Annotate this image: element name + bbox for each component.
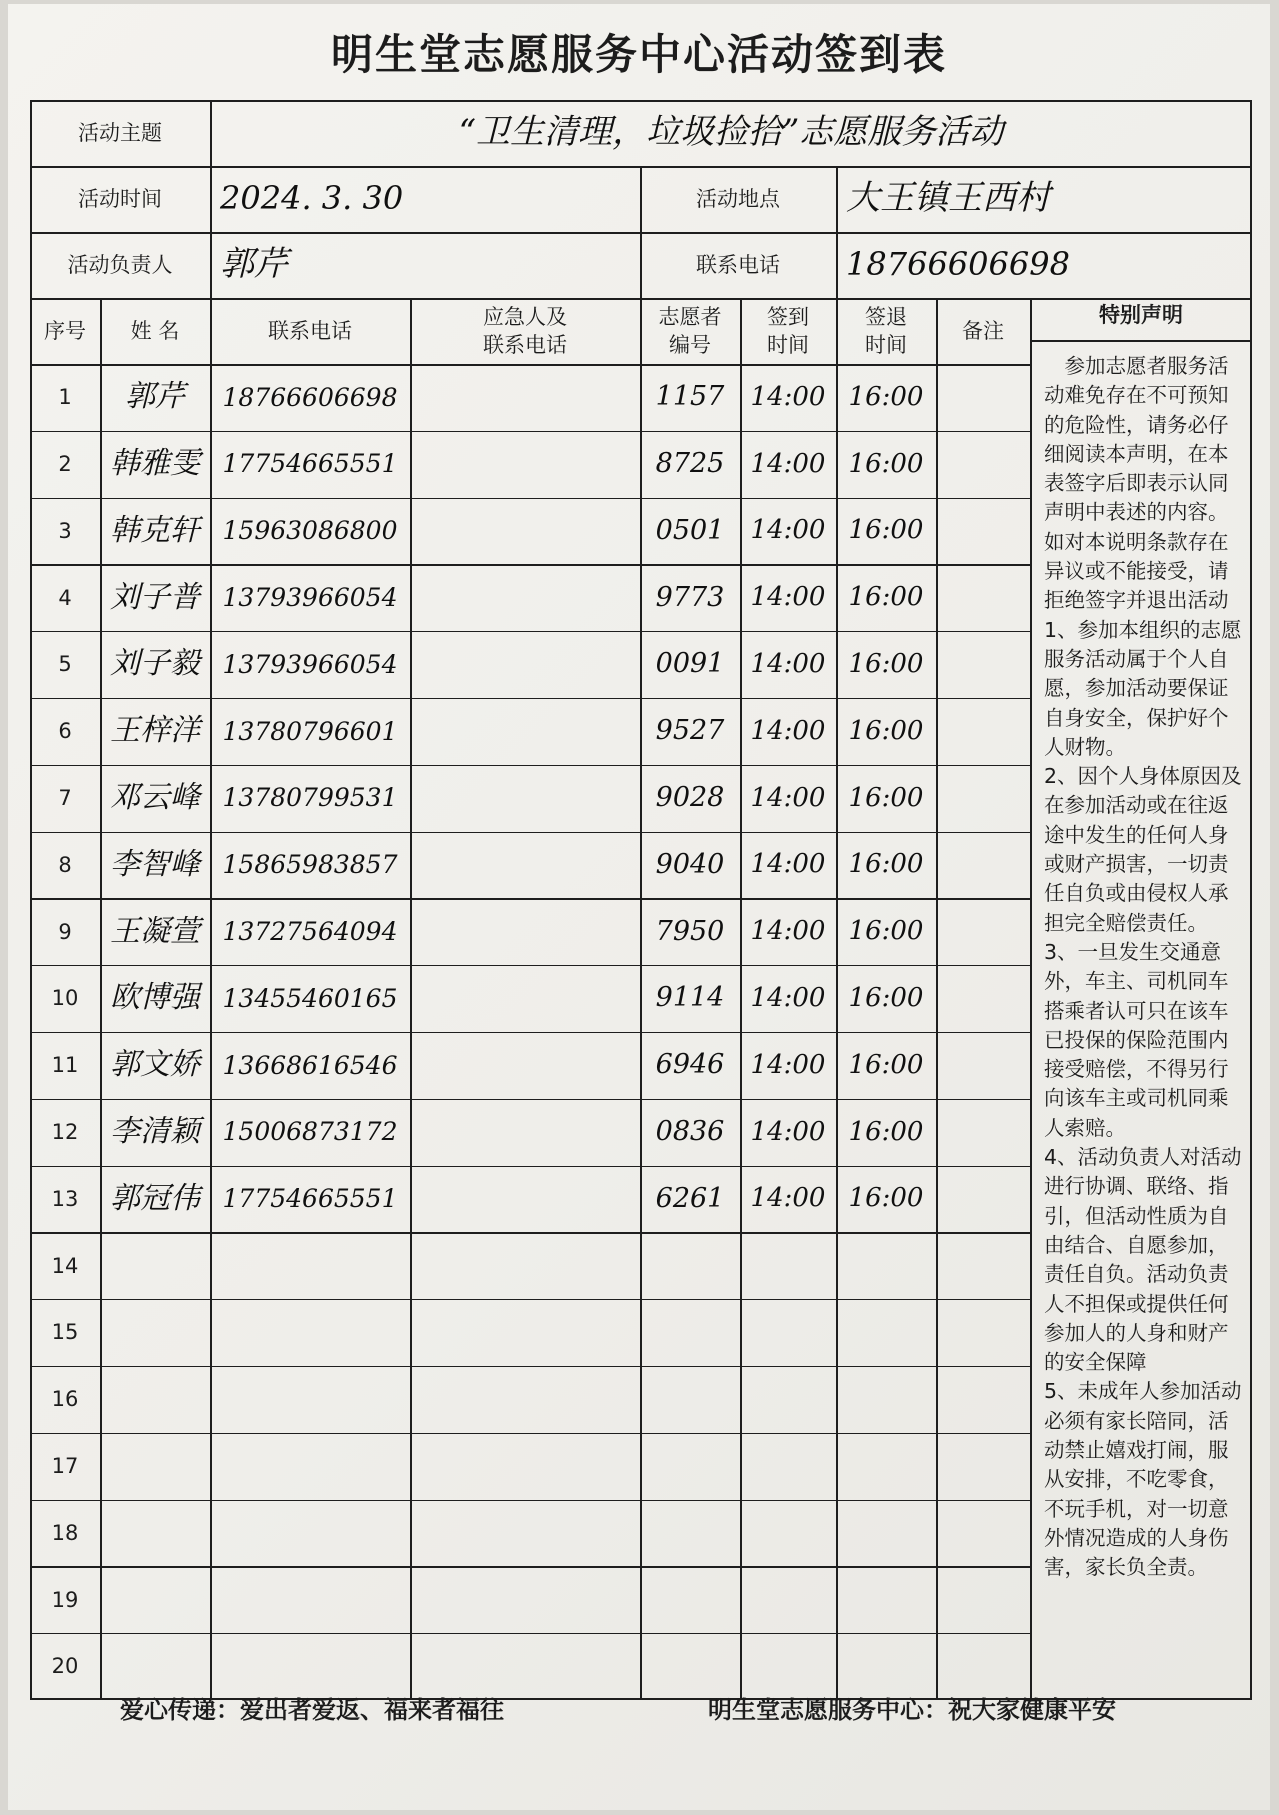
row-number: 14 [51,1253,79,1278]
table-rule [30,1366,1030,1367]
row-number: 7 [58,786,72,811]
checkout-time: 16:00 [848,582,924,613]
table-rule [30,1566,1030,1567]
volunteer-phone: 15006873172 [222,1117,398,1147]
volunteer-name: 王凝萱 [110,913,200,949]
table-rule [30,765,1030,766]
volunteer-id: 9114 [655,982,725,1014]
table-rule [30,631,1030,632]
checkin-time: 14:00 [750,1116,826,1147]
volunteer-id [640,1232,740,1299]
table-rule [30,1032,1030,1033]
col-notice-header: 特别声明 [1099,302,1183,327]
col-checkout-header: 签退 时间 [865,304,907,357]
row-number: 2 [58,452,72,477]
volunteer-name: 欧博强 [110,980,200,1016]
volunteer-phone: 13780796601 [222,716,398,746]
volunteer-name: 韩雅雯 [110,445,200,481]
volunteer-id: 0836 [655,1115,725,1147]
leader-value: 郭芹 [220,244,288,285]
volunteer-id: 8725 [655,447,725,479]
table-rule [30,1299,1030,1300]
leader-phone-label: 联系电话 [696,252,780,277]
volunteer-id: 6946 [655,1049,725,1081]
table-rule [836,298,838,1700]
volunteer-id: 9527 [655,715,725,747]
table-rule [1030,298,1032,1700]
row-number: 1 [58,385,72,410]
checkout-time: 16:00 [848,715,924,746]
checkout-time: 16:00 [848,448,924,479]
notice-clause: 3、一旦发生交通意外，车主、司机同车搭乘者认可只在该车已投保的保险范围内接受赔偿，不得另行向该车主或司机同乘人索赔。 [1044,939,1229,1140]
volunteer-name: 李智峰 [110,846,200,882]
notice-clause: 2、因个人身体原因及在参加活动或在往返途中发生的任何人身或财产损害，一切责任自负或由侵权人承担完全赔偿责任。 [1044,764,1242,935]
row-number: 17 [51,1454,79,1479]
checkin-time [740,1299,836,1366]
volunteer-name: 郭冠伟 [110,1180,200,1216]
checkout-time: 16:00 [848,1116,924,1147]
checkout-time: 16:00 [848,381,924,412]
leader-phone-value: 18766606698 [846,245,1070,284]
row-number: 8 [58,852,72,877]
row-number: 4 [58,585,72,610]
checkin-time: 14:00 [750,515,826,546]
checkin-time: 14:00 [750,916,826,947]
checkin-time [740,1232,836,1299]
volunteer-phone: 15963086800 [222,516,398,546]
col-emergency-header: 应急人及 联系电话 [483,304,567,357]
col-no-header: 序号 [44,318,86,343]
volunteer-id: 9773 [655,581,725,613]
row-number: 6 [58,719,72,744]
table-rule [30,100,1252,102]
notice-clause: 4、活动负责人对活动进行协调、联络、指引，但活动性质为自由结合、自愿参加，责任自负。活动负责人不担保或提供任何参加人的人身和财产的安全保障 [1044,1145,1242,1375]
volunteer-phone: 13727564094 [222,916,398,946]
checkin-time [740,1433,836,1500]
checkin-time: 14:00 [750,849,826,880]
notice-clause: 5、未成年人参加活动必须有家长陪同，活动禁止嬉戏打闹，服从安排，不吃零食，不玩手机，对一切意外情况造成的人身伤害，家长负全责。 [1044,1379,1242,1580]
table-rule [30,1433,1030,1434]
row-number: 3 [58,518,72,543]
volunteer-phone: 17754665551 [222,1184,398,1214]
volunteer-id: 6261 [655,1182,725,1214]
volunteer-name [100,1500,210,1567]
volunteer-name: 刘子普 [110,579,200,615]
volunteer-id: 0501 [655,514,725,546]
checkin-time [740,1566,836,1633]
table-rule [100,298,102,1700]
volunteer-phone: 15865983857 [222,850,398,880]
row-number: 20 [51,1654,79,1679]
volunteer-phone: 13780799531 [222,783,398,813]
volunteer-phone: 18766606698 [222,382,398,412]
checkin-time: 14:00 [750,1183,826,1214]
volunteer-name [100,1366,210,1433]
checkout-time: 16:00 [848,782,924,813]
place-value: 大王镇王西村 [846,178,1050,219]
table-rule [640,166,642,298]
checkin-time: 14:00 [750,1049,826,1080]
volunteer-name: 韩克轩 [110,512,200,548]
row-number: 10 [51,986,79,1011]
volunteer-phone [210,1566,410,1633]
volunteer-id [640,1433,740,1500]
volunteer-id: 1157 [655,381,725,413]
theme-label: 活动主题 [78,120,162,145]
row-number: 12 [51,1120,79,1145]
row-number: 16 [51,1387,79,1412]
table-rule [30,1232,1030,1233]
footer-left: 爱心传递：爱出者爱返、福来者福往 [120,1696,504,1724]
checkin-time: 14:00 [750,983,826,1014]
time-label: 活动时间 [78,186,162,211]
table-rule [30,698,1030,699]
row-number: 9 [58,919,72,944]
table-rule [836,166,838,298]
volunteer-id: 9040 [655,848,725,880]
volunteer-name [100,1566,210,1633]
checkin-time: 14:00 [750,782,826,813]
volunteer-id: 0091 [655,648,725,680]
place-label: 活动地点 [696,186,780,211]
volunteer-id [640,1566,740,1633]
sign-in-sheet-paper [8,4,1270,1810]
row-number: 5 [58,652,72,677]
col-checkin-header: 签到 时间 [767,304,809,357]
col-remark-header: 备注 [962,318,1004,343]
footer-right: 明生堂志愿服务中心：祝大家健康平安 [708,1696,1116,1724]
table-rule [30,364,1030,366]
table-rule [30,965,1030,966]
volunteer-phone [210,1500,410,1567]
checkin-time: 14:00 [750,448,826,479]
table-rule [30,832,1030,833]
checkout-time: 16:00 [848,849,924,880]
row-number: 19 [51,1587,79,1612]
volunteer-name: 郭文娇 [110,1047,200,1083]
col-volunteer-id-header: 志愿者 编号 [658,304,722,357]
volunteer-name: 郭芹 [125,379,185,415]
volunteer-phone [210,1299,410,1366]
table-rule [30,1633,1030,1634]
row-number: 15 [51,1320,79,1345]
sign-in-table [30,100,1252,1700]
volunteer-name: 王梓洋 [110,713,200,749]
row-number: 18 [51,1520,79,1545]
row-number: 11 [51,1053,79,1078]
volunteer-id [640,1299,740,1366]
table-rule [30,564,1030,565]
volunteer-name [100,1299,210,1366]
table-rule [30,1500,1030,1501]
volunteer-name: 邓云峰 [110,779,200,815]
checkout-time: 16:00 [848,1049,924,1080]
volunteer-phone [210,1366,410,1433]
checkout-time [836,1232,936,1299]
checkout-time [836,1500,936,1567]
table-rule [30,431,1030,432]
volunteer-phone [210,1232,410,1299]
checkout-time [836,1366,936,1433]
table-rule [30,898,1030,899]
row-number: 13 [51,1186,79,1211]
volunteer-id [640,1366,740,1433]
checkin-time: 14:00 [750,381,826,412]
table-rule [1030,340,1252,342]
volunteer-phone: 13793966054 [222,649,398,679]
table-rule [210,298,212,1700]
volunteer-id: 7950 [655,915,725,947]
notice-clause: 1、参加本组织的志愿服务活动属于个人自愿，参加活动要保证自身安全，保护好个人财物。 [1044,617,1242,759]
volunteer-id [640,1500,740,1567]
checkin-time [740,1500,836,1567]
notice-intro: 参加志愿者服务活动难免存在不可预知的危险性，请务必仔细阅读本声明，在本表签字后即表示认同声明中表述的内容。如对本说明条款存在异议或不能接受，请拒绝签字并退出活动 [1044,354,1229,613]
table-rule [410,298,412,1700]
table-rule [936,298,938,1700]
time-value: 2024. 3. 30 [220,179,404,218]
checkout-time: 16:00 [848,649,924,680]
checkin-time [740,1366,836,1433]
volunteer-phone: 13455460165 [222,983,398,1013]
col-name-header: 姓 名 [130,318,180,343]
volunteer-name [100,1232,210,1299]
checkout-time: 16:00 [848,983,924,1014]
checkout-time [836,1299,936,1366]
checkout-time: 16:00 [848,1183,924,1214]
volunteer-name: 李清颖 [110,1113,200,1149]
table-rule [640,298,642,1700]
checkout-time [836,1433,936,1500]
table-rule [30,1099,1030,1100]
volunteer-phone [210,1433,410,1500]
table-rule [30,1166,1030,1167]
checkin-time: 14:00 [750,649,826,680]
checkout-time [836,1566,936,1633]
table-rule [30,100,32,1700]
document-title: 明生堂志愿服务中心活动签到表 [330,30,947,79]
leader-label: 活动负责人 [67,252,173,277]
checkout-time: 16:00 [848,515,924,546]
volunteer-name: 刘子毅 [110,646,200,682]
volunteer-phone: 17754665551 [222,449,398,479]
checkin-time: 14:00 [750,715,826,746]
volunteer-phone: 13668616546 [222,1050,398,1080]
checkin-time: 14:00 [750,582,826,613]
volunteer-id: 9028 [655,781,725,813]
special-notice [1030,350,1252,1700]
checkout-time: 16:00 [848,916,924,947]
table-rule [740,298,742,1700]
col-phone-header: 联系电话 [268,318,352,343]
volunteer-phone: 13793966054 [222,582,398,612]
volunteer-name [100,1433,210,1500]
theme-value: “卫生清理，垃圾捡拾”志愿服务活动 [458,112,1004,153]
table-rule [30,498,1030,499]
